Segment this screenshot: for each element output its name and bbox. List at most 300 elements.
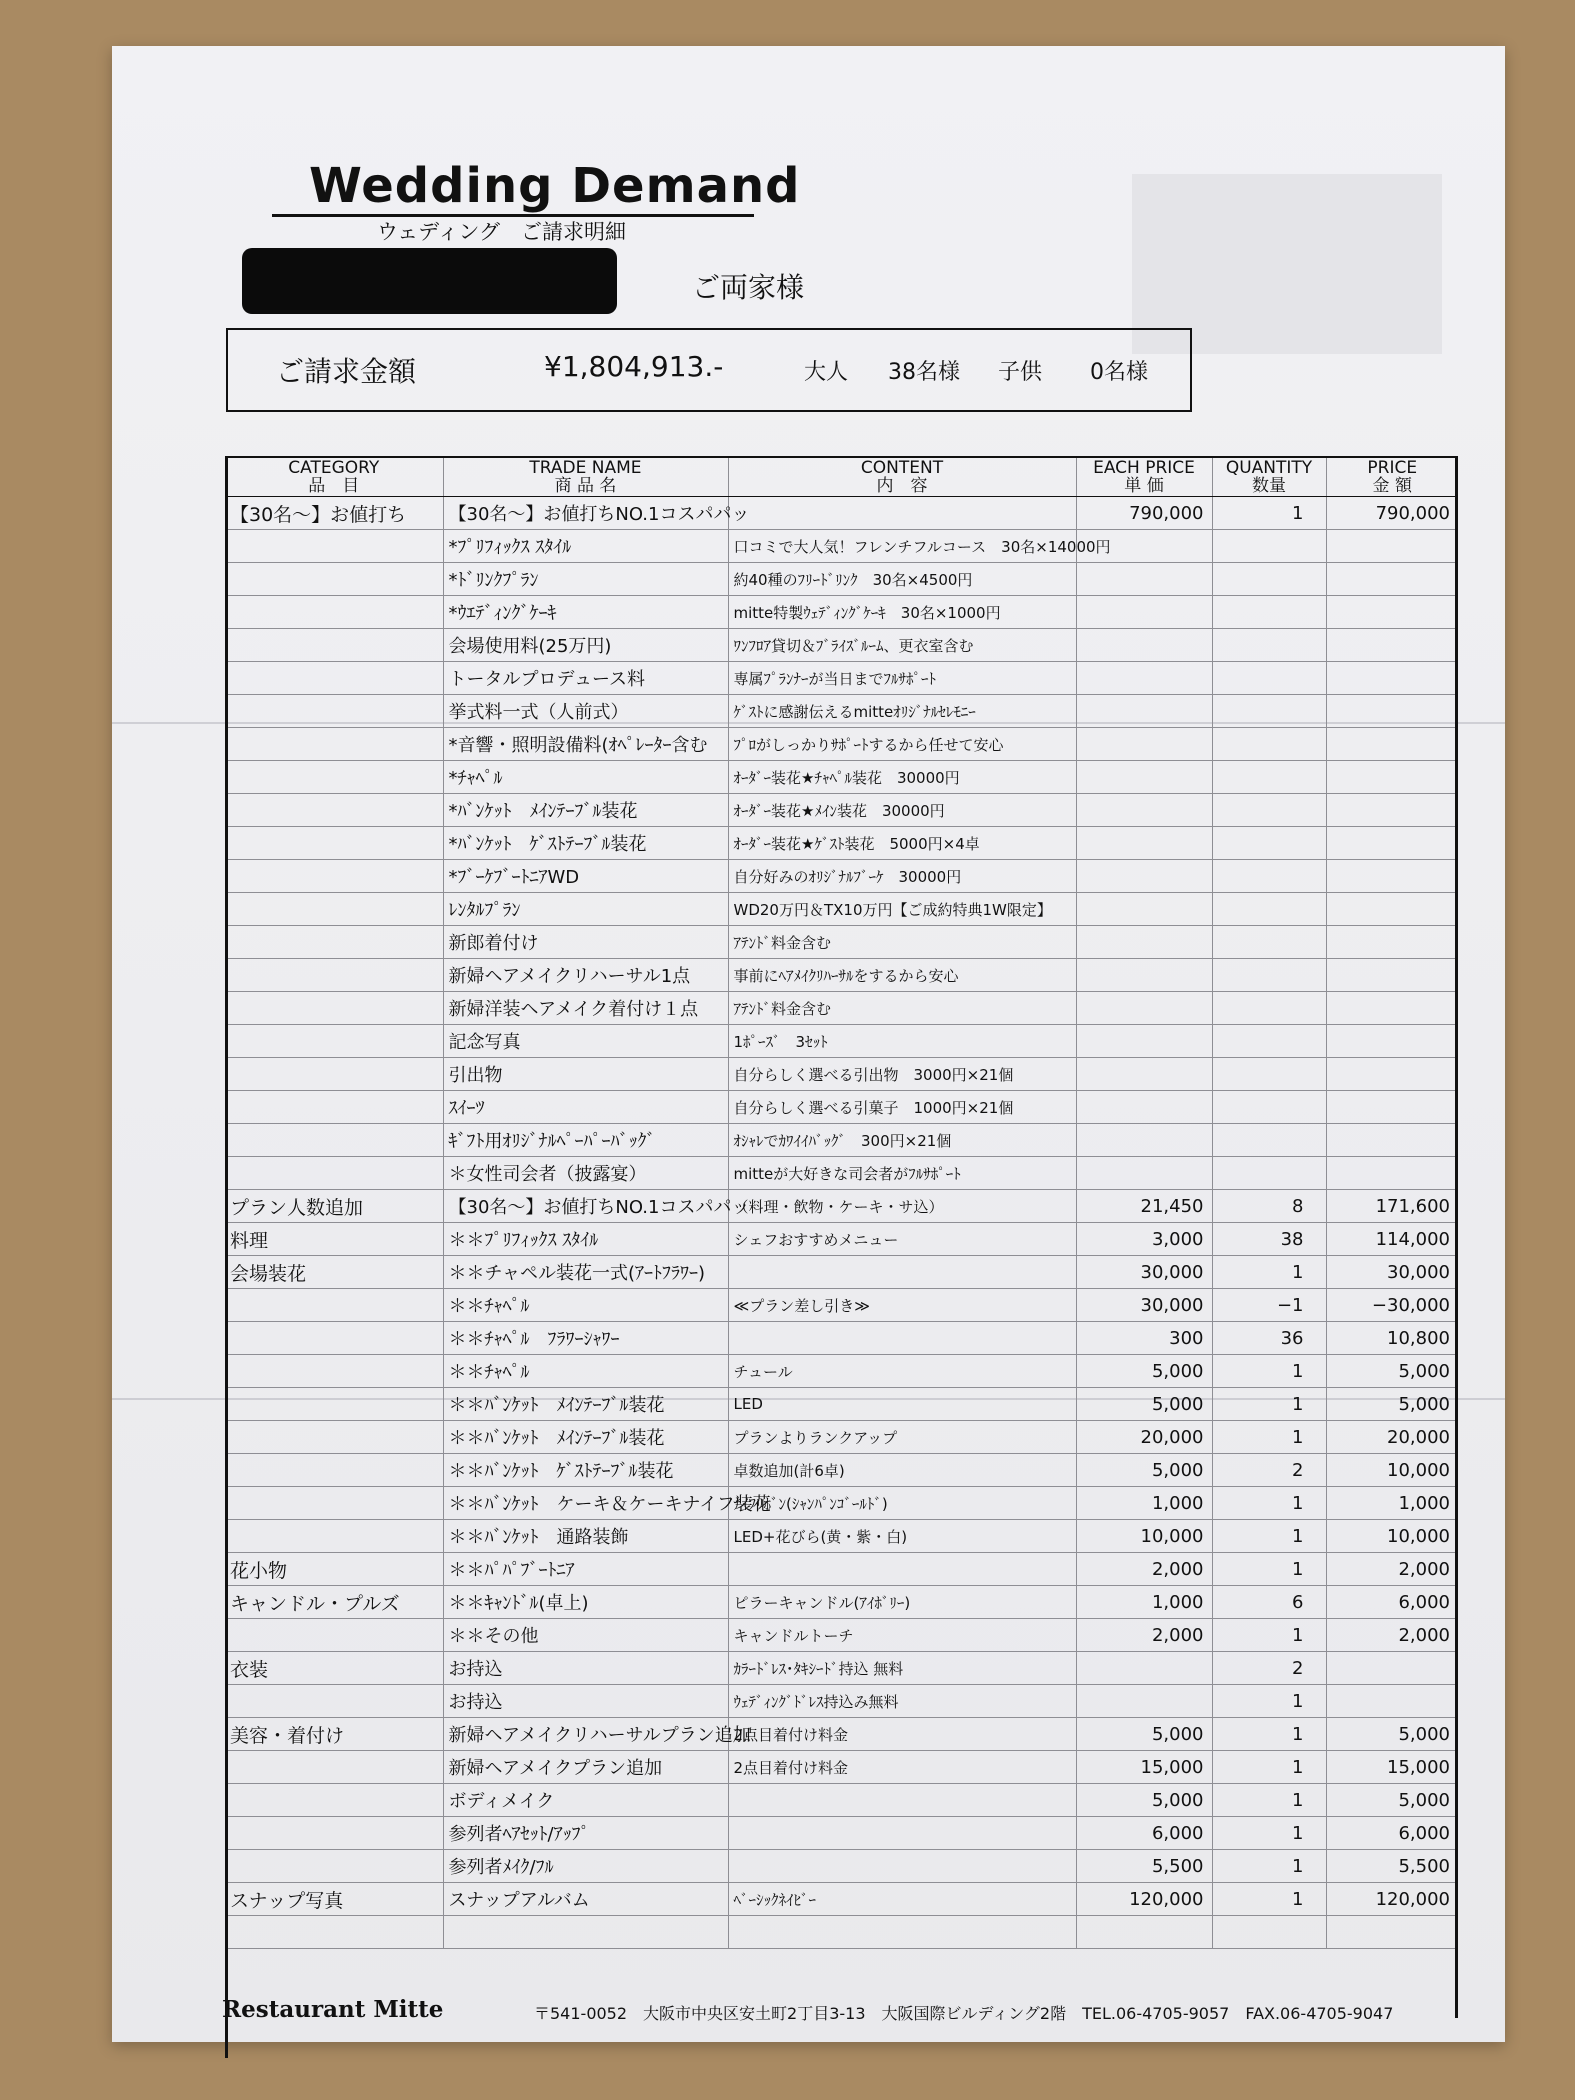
- cell-content: [728, 1817, 1076, 1850]
- cell-trade-name: *ﾊﾞﾝｹｯﾄ ﾒｲﾝﾃｰﾌﾞﾙ装花: [443, 794, 728, 827]
- cell-category: [225, 761, 443, 794]
- table-row: [225, 827, 1458, 860]
- table-row: [225, 1223, 1458, 1256]
- cell-category: [225, 1784, 443, 1817]
- cell-each-price: [1076, 1157, 1212, 1190]
- table-row: [225, 596, 1458, 629]
- table-row: [225, 1322, 1458, 1355]
- cell-trade-name: 新婦ヘアメイクプラン追加: [443, 1751, 728, 1784]
- cell-each-price: 30,000: [1076, 1289, 1212, 1322]
- cell-content: 1ﾎﾟｰｽﾞ 3ｾｯﾄ: [728, 1025, 1076, 1058]
- cell-empty: [1212, 1916, 1326, 1949]
- cell-quantity: [1212, 662, 1326, 695]
- cell-price: [1326, 1091, 1458, 1124]
- table-row: [225, 1157, 1458, 1190]
- table-row: [225, 1025, 1458, 1058]
- cell-quantity: [1212, 530, 1326, 563]
- cell-quantity: 1: [1212, 1883, 1326, 1916]
- table-row: [225, 563, 1458, 596]
- cell-each-price: [1076, 1124, 1212, 1157]
- cell-content: 約40種のﾌﾘｰﾄﾞﾘﾝｸ 30名×4500円: [728, 563, 1076, 596]
- cell-price: [1326, 596, 1458, 629]
- adult-count: 38名様: [888, 360, 960, 385]
- cell-trade-name: 新郎着付け: [443, 926, 728, 959]
- cell-quantity: [1212, 596, 1326, 629]
- cell-content: ｳｪﾃﾞｨﾝｸﾞﾄﾞﾚｽ持込み無料: [728, 1685, 1076, 1718]
- cell-trade-name: ＊＊ﾊﾟﾊﾟﾌﾞｰﾄﾆｱ: [443, 1553, 728, 1586]
- cell-each-price: 20,000: [1076, 1421, 1212, 1454]
- cell-category: [225, 1421, 443, 1454]
- table-row: [225, 497, 1458, 530]
- table-row: [225, 1355, 1458, 1388]
- cell-price: 2,000: [1326, 1553, 1458, 1586]
- cell-trade-name: *ﾌﾞｰｹﾌﾞｰﾄﾆｱWD: [443, 860, 728, 893]
- cell-price: 5,000: [1326, 1355, 1458, 1388]
- cell-category: [225, 1289, 443, 1322]
- cell-trade-name: お持込: [443, 1652, 728, 1685]
- cell-each-price: [1076, 1058, 1212, 1091]
- cell-price: [1326, 1157, 1458, 1190]
- cell-each-price: 5,000: [1076, 1355, 1212, 1388]
- cell-quantity: [1212, 992, 1326, 1025]
- cell-each-price: 5,000: [1076, 1388, 1212, 1421]
- child-count: 0名様: [1090, 360, 1148, 385]
- cell-trade-name: ＊＊ﾊﾞﾝｹｯﾄ ｹﾞｽﾄﾃｰﾌﾞﾙ装花: [443, 1454, 728, 1487]
- cell-price: [1326, 992, 1458, 1025]
- cell-quantity: 1: [1212, 1751, 1326, 1784]
- cell-each-price: 300: [1076, 1322, 1212, 1355]
- cell-trade-name: ﾚﾝﾀﾙﾌﾟﾗﾝ: [443, 893, 728, 926]
- cell-trade-name: ＊＊ﾊﾞﾝｹｯﾄ 通路装飾: [443, 1520, 728, 1553]
- table-row: [225, 695, 1458, 728]
- cell-content: [728, 1784, 1076, 1817]
- cell-content: プランよりランクアップ: [728, 1421, 1076, 1454]
- cell-quantity: [1212, 794, 1326, 827]
- cell-price: 10,000: [1326, 1520, 1458, 1553]
- cell-category: [225, 1751, 443, 1784]
- table-row: [225, 1619, 1458, 1652]
- cell-quantity: [1212, 1091, 1326, 1124]
- cell-quantity: 1: [1212, 1718, 1326, 1751]
- table-row-blank: [225, 1916, 1458, 1949]
- cell-quantity: 1: [1212, 1850, 1326, 1883]
- cell-category: [225, 1322, 443, 1355]
- table-row: [225, 1784, 1458, 1817]
- table-row: [225, 1058, 1458, 1091]
- cell-price: 20,000: [1326, 1421, 1458, 1454]
- cell-trade-name: お持込: [443, 1685, 728, 1718]
- cell-price: 6,000: [1326, 1817, 1458, 1850]
- cell-category: [225, 1355, 443, 1388]
- cell-content: 2点目着付け料金: [728, 1718, 1076, 1751]
- cell-category: キャンドル・プルズ: [225, 1586, 443, 1619]
- cell-content: キャンドルトーチ: [728, 1619, 1076, 1652]
- cell-content: ｵｰﾀﾞｰ装花★ﾁｬﾍﾟﾙ装花 30000円: [728, 761, 1076, 794]
- table-row: [225, 959, 1458, 992]
- cell-price: [1326, 695, 1458, 728]
- cell-quantity: [1212, 926, 1326, 959]
- cell-price: [1326, 794, 1458, 827]
- cell-category: [225, 1157, 443, 1190]
- cell-category: [225, 1058, 443, 1091]
- cell-content: 事前にﾍｱﾒｲｸﾘﾊｰｻﾙをするから安心: [728, 959, 1076, 992]
- table-row: [225, 761, 1458, 794]
- cell-each-price: [1076, 563, 1212, 596]
- table-row: [225, 662, 1458, 695]
- cell-trade-name: ｷﾞﾌﾄ用ｵﾘｼﾞﾅﾙﾍﾟｰﾊﾟｰﾊﾞｯｸﾞ: [443, 1124, 728, 1157]
- cell-trade-name: *ﾌﾟﾘﾌｨｯｸｽ ｽﾀｲﾙ: [443, 530, 728, 563]
- header-category: CATEGORY 品 目: [225, 457, 443, 497]
- table-row: [225, 530, 1458, 563]
- cell-category: スナップ写真: [225, 1883, 443, 1916]
- cell-trade-name: 【30名～】お値打ちNO.1コスパパッ: [443, 497, 728, 530]
- cell-trade-name: スナップアルバム: [443, 1883, 728, 1916]
- cell-quantity: 1: [1212, 1619, 1326, 1652]
- cell-content: [728, 1322, 1076, 1355]
- cell-quantity: 1: [1212, 1553, 1326, 1586]
- cell-content: ﾅｲﾌﾘﾎﾞﾝ(ｼｬﾝﾊﾟﾝｺﾞｰﾙﾄﾞ): [728, 1487, 1076, 1520]
- cell-content: LED: [728, 1388, 1076, 1421]
- cell-quantity: 38: [1212, 1223, 1326, 1256]
- cell-category: [225, 563, 443, 596]
- cell-each-price: 10,000: [1076, 1520, 1212, 1553]
- cell-category: [225, 695, 443, 728]
- cell-category: 【30名～】お値打ち: [225, 497, 443, 530]
- cell-trade-name: 【30名～】お値打ちNO.1コスパパッ: [443, 1190, 728, 1223]
- cell-each-price: 30,000: [1076, 1256, 1212, 1289]
- cell-content: ﾌﾟﾛがしっかりｻﾎﾟｰﾄするから任せて安心: [728, 728, 1076, 761]
- cell-category: [225, 1091, 443, 1124]
- cell-trade-name: ＊＊その他: [443, 1619, 728, 1652]
- table-row: [225, 794, 1458, 827]
- cell-price: [1326, 959, 1458, 992]
- cell-category: [225, 1487, 443, 1520]
- cell-content: mitteが大好きな司会者がﾌﾙｻﾎﾟｰﾄ: [728, 1157, 1076, 1190]
- cell-empty: [728, 1916, 1076, 1949]
- table-right-border: [1455, 456, 1458, 2018]
- cell-quantity: 36: [1212, 1322, 1326, 1355]
- cell-trade-name: ＊＊チャペル装花一式(ｱｰﾄﾌﾗﾜｰ): [443, 1256, 728, 1289]
- cell-price: 5,500: [1326, 1850, 1458, 1883]
- cell-trade-name: *音響・照明設備料(ｵﾍﾟﾚｰﾀｰ含む: [443, 728, 728, 761]
- cell-quantity: −1: [1212, 1289, 1326, 1322]
- cell-price: 10,800: [1326, 1322, 1458, 1355]
- cell-category: [225, 1124, 443, 1157]
- cell-content: ｱﾃﾝﾄﾞ料金含む: [728, 926, 1076, 959]
- cell-price: 5,000: [1326, 1784, 1458, 1817]
- cell-each-price: 6,000: [1076, 1817, 1212, 1850]
- cell-each-price: 15,000: [1076, 1751, 1212, 1784]
- cell-content: ≪プラン差し引き≫: [728, 1289, 1076, 1322]
- table-row: [225, 1454, 1458, 1487]
- table-row: [225, 1256, 1458, 1289]
- cell-trade-name: 挙式料一式（人前式）: [443, 695, 728, 728]
- table-row: [225, 1124, 1458, 1157]
- cell-trade-name: 新婦洋装ヘアメイク着付け１点: [443, 992, 728, 1025]
- header-trade-name: TRADE NAME 商 品 名: [443, 457, 728, 497]
- cell-category: [225, 662, 443, 695]
- cell-trade-name: ＊＊ﾁｬﾍﾟﾙ ﾌﾗﾜｰｼｬﾜｰ: [443, 1322, 728, 1355]
- cell-content: 口コミで大人気！フレンチフルコース 30名×14000円: [728, 530, 1076, 563]
- cell-each-price: 3,000: [1076, 1223, 1212, 1256]
- cell-category: [225, 1454, 443, 1487]
- cell-trade-name: *ｳｴﾃﾞｨﾝｸﾞｹｰｷ: [443, 596, 728, 629]
- cell-trade-name: ｽｲｰﾂ: [443, 1091, 728, 1124]
- restaurant-name: Restaurant Mitte: [222, 1996, 444, 2023]
- cell-quantity: 1: [1212, 1817, 1326, 1850]
- cell-quantity: [1212, 827, 1326, 860]
- cell-empty: [1076, 1916, 1212, 1949]
- cell-category: [225, 530, 443, 563]
- cell-content: ｵｼｬﾚでｶﾜｲｲﾊﾞｯｸﾞ 300円×21個: [728, 1124, 1076, 1157]
- cell-price: 114,000: [1326, 1223, 1458, 1256]
- cell-content: [728, 1553, 1076, 1586]
- cell-price: [1326, 728, 1458, 761]
- cell-quantity: 1: [1212, 1784, 1326, 1817]
- cell-category: [225, 728, 443, 761]
- cell-trade-name: ＊＊ﾁｬﾍﾟﾙ: [443, 1289, 728, 1322]
- cell-content: [728, 1256, 1076, 1289]
- cell-quantity: [1212, 893, 1326, 926]
- cell-content: ｶﾗｰﾄﾞﾚｽ･ﾀｷｼｰﾄﾞ持込 無料: [728, 1652, 1076, 1685]
- cell-price: [1326, 827, 1458, 860]
- cell-quantity: [1212, 1124, 1326, 1157]
- cell-each-price: 120,000: [1076, 1883, 1212, 1916]
- cell-content: [728, 1850, 1076, 1883]
- table-row: [225, 1817, 1458, 1850]
- cell-trade-name: ＊＊ﾁｬﾍﾟﾙ: [443, 1355, 728, 1388]
- cell-each-price: 5,500: [1076, 1850, 1212, 1883]
- cell-empty: [225, 1916, 443, 1949]
- cell-each-price: 2,000: [1076, 1619, 1212, 1652]
- cell-category: [225, 959, 443, 992]
- cell-content: 2点目着付け料金: [728, 1751, 1076, 1784]
- cell-content: 卓数追加(計6卓): [728, 1454, 1076, 1487]
- cell-price: [1326, 1685, 1458, 1718]
- cell-trade-name: ＊＊ﾊﾞﾝｹｯﾄ ﾒｲﾝﾃｰﾌﾞﾙ装花: [443, 1388, 728, 1421]
- cell-price: 5,000: [1326, 1718, 1458, 1751]
- header-quantity: QUANTITY 数量: [1212, 457, 1326, 497]
- cell-content: WD20万円＆TX10万円【ご成約特典1W限定】: [728, 893, 1076, 926]
- cell-content: ｵｰﾀﾞｰ装花★ﾒｲﾝ装花 30000円: [728, 794, 1076, 827]
- cell-quantity: 1: [1212, 1256, 1326, 1289]
- cell-price: [1326, 926, 1458, 959]
- cell-category: プラン人数追加: [225, 1190, 443, 1223]
- cell-each-price: [1076, 827, 1212, 860]
- cell-quantity: [1212, 695, 1326, 728]
- cell-quantity: 1: [1212, 1520, 1326, 1553]
- table-row: [225, 1289, 1458, 1322]
- cell-content: ｹﾞｽﾄに感謝伝えるmitteｵﾘｼﾞﾅﾙｾﾚﾓﾆｰ: [728, 695, 1076, 728]
- table-row: [225, 1685, 1458, 1718]
- cell-content: 自分らしく選べる引菓子 1000円×21個: [728, 1091, 1076, 1124]
- cell-price: 120,000: [1326, 1883, 1458, 1916]
- cell-each-price: 790,000: [1076, 497, 1212, 530]
- table-row: [225, 926, 1458, 959]
- cell-content: ピラーキャンドル(ｱｲﾎﾞﾘｰ): [728, 1586, 1076, 1619]
- cell-each-price: [1076, 992, 1212, 1025]
- cell-quantity: [1212, 728, 1326, 761]
- cell-price: [1326, 629, 1458, 662]
- cell-trade-name: 引出物: [443, 1058, 728, 1091]
- cell-content: シェフおすすめメニュー: [728, 1223, 1076, 1256]
- cell-price: [1326, 860, 1458, 893]
- cell-quantity: 1: [1212, 1421, 1326, 1454]
- cell-content: mitte特製ｳｪﾃﾞｨﾝｸﾞｹｰｷ 30名×1000円: [728, 596, 1076, 629]
- cell-category: [225, 1817, 443, 1850]
- cell-quantity: [1212, 1025, 1326, 1058]
- cell-category: [225, 860, 443, 893]
- cell-price: −30,000: [1326, 1289, 1458, 1322]
- cell-category: 会場装花: [225, 1256, 443, 1289]
- cell-price: [1326, 563, 1458, 596]
- restaurant-address: 〒541-0052 大阪市中央区安土町2丁目3-13 大阪国際ビルディング2階 TEL.06-4705-9057 FAX.06-4705-9047: [534, 2004, 1394, 2023]
- cell-category: [225, 926, 443, 959]
- cell-price: 5,000: [1326, 1388, 1458, 1421]
- cell-trade-name: ＊＊ﾊﾞﾝｹｯﾄ ケーキ＆ケーキナイフ装花: [443, 1487, 728, 1520]
- cell-each-price: 1,000: [1076, 1487, 1212, 1520]
- cell-each-price: [1076, 629, 1212, 662]
- cell-trade-name: トータルプロデュース料: [443, 662, 728, 695]
- cell-price: 15,000: [1326, 1751, 1458, 1784]
- cell-price: 30,000: [1326, 1256, 1458, 1289]
- cell-content: [728, 497, 1076, 530]
- cell-each-price: [1076, 728, 1212, 761]
- table-row: [225, 893, 1458, 926]
- cell-category: 花小物: [225, 1553, 443, 1586]
- cell-price: [1326, 1652, 1458, 1685]
- cell-trade-name: 会場使用料(25万円): [443, 629, 728, 662]
- cell-quantity: 8: [1212, 1190, 1326, 1223]
- cell-category: [225, 1520, 443, 1553]
- cell-price: [1326, 1025, 1458, 1058]
- cell-content: （料理・飲物・ケーキ・サ込）: [728, 1190, 1076, 1223]
- cell-category: 美容・着付け: [225, 1718, 443, 1751]
- cell-each-price: 1,000: [1076, 1586, 1212, 1619]
- cell-each-price: [1076, 761, 1212, 794]
- cell-each-price: 5,000: [1076, 1784, 1212, 1817]
- cell-empty: [1326, 1916, 1458, 1949]
- table-row: [225, 1190, 1458, 1223]
- cell-each-price: [1076, 926, 1212, 959]
- table-row: [225, 728, 1458, 761]
- cell-price: 171,600: [1326, 1190, 1458, 1223]
- addressee: ご両家様: [692, 271, 805, 304]
- cell-price: 2,000: [1326, 1619, 1458, 1652]
- cell-content: チュール: [728, 1355, 1076, 1388]
- table-row: [225, 1751, 1458, 1784]
- cell-content: ﾜﾝﾌﾛｱ貸切＆ﾌﾞﾗｲｽﾞﾙｰﾑ、更衣室含む: [728, 629, 1076, 662]
- cell-each-price: [1076, 1025, 1212, 1058]
- cell-each-price: 2,000: [1076, 1553, 1212, 1586]
- cell-each-price: [1076, 860, 1212, 893]
- table-row: [225, 1520, 1458, 1553]
- cell-quantity: [1212, 959, 1326, 992]
- cell-price: [1326, 662, 1458, 695]
- cell-each-price: [1076, 1091, 1212, 1124]
- cell-content: ｵｰﾀﾞｰ装花★ｹﾞｽﾄ装花 5000円×4卓: [728, 827, 1076, 860]
- table-body: [225, 497, 1458, 1949]
- cell-category: [225, 1388, 443, 1421]
- table-row: [225, 1487, 1458, 1520]
- cell-category: [225, 1619, 443, 1652]
- invoice-table: [225, 456, 1458, 1949]
- cell-content: ﾍﾞｰｼｯｸﾈｲﾋﾞｰ: [728, 1883, 1076, 1916]
- cell-category: [225, 827, 443, 860]
- cell-trade-name: *ﾊﾞﾝｹｯﾄ ｹﾞｽﾄﾃｰﾌﾞﾙ装花: [443, 827, 728, 860]
- cell-trade-name: 新婦ヘアメイクリハーサルプラン追加: [443, 1718, 728, 1751]
- redacted-name: [242, 248, 617, 314]
- table-header-row: [225, 457, 1458, 497]
- cell-category: [225, 1685, 443, 1718]
- cell-trade-name: ＊＊ﾊﾞﾝｹｯﾄ ﾒｲﾝﾃｰﾌﾞﾙ装花: [443, 1421, 728, 1454]
- cell-price: [1326, 1124, 1458, 1157]
- cell-content: 専属ﾌﾟﾗﾝﾅｰが当日までﾌﾙｻﾎﾟｰﾄ: [728, 662, 1076, 695]
- document-subtitle: ウェディング ご請求明細: [377, 220, 627, 244]
- table-row: [225, 1091, 1458, 1124]
- cell-each-price: [1076, 1652, 1212, 1685]
- adult-label: 大人: [804, 360, 849, 385]
- table-row: [225, 1883, 1458, 1916]
- total-summary-box: [226, 328, 1192, 412]
- cell-each-price: [1076, 695, 1212, 728]
- cell-trade-name: ボディメイク: [443, 1784, 728, 1817]
- cell-quantity: 1: [1212, 1355, 1326, 1388]
- cell-price: 1,000: [1326, 1487, 1458, 1520]
- table-row: [225, 1718, 1458, 1751]
- document-title: Wedding Demand: [309, 158, 801, 214]
- cell-each-price: [1076, 662, 1212, 695]
- cell-each-price: [1076, 596, 1212, 629]
- table-row: [225, 860, 1458, 893]
- table-row: [225, 1388, 1458, 1421]
- cell-trade-name: *ﾄﾞﾘﾝｸﾌﾟﾗﾝ: [443, 563, 728, 596]
- cell-content: 自分らしく選べる引出物 3000円×21個: [728, 1058, 1076, 1091]
- cell-trade-name: ＊＊ﾌﾟﾘﾌｨｯｸｽ ｽﾀｲﾙ: [443, 1223, 728, 1256]
- cell-category: [225, 596, 443, 629]
- cell-each-price: 21,450: [1076, 1190, 1212, 1223]
- cell-quantity: 2: [1212, 1652, 1326, 1685]
- cell-quantity: [1212, 761, 1326, 794]
- cell-category: [225, 1025, 443, 1058]
- cell-price: 6,000: [1326, 1586, 1458, 1619]
- cell-each-price: [1076, 1685, 1212, 1718]
- cell-trade-name: 新婦ヘアメイクリハーサル1点: [443, 959, 728, 992]
- cell-category: [225, 629, 443, 662]
- total-amount: ¥1,804,913.-: [544, 350, 724, 383]
- cell-content: LED+花びら(黄・紫・白): [728, 1520, 1076, 1553]
- cell-quantity: 6: [1212, 1586, 1326, 1619]
- table-row: [225, 1652, 1458, 1685]
- cell-quantity: [1212, 1157, 1326, 1190]
- cell-category: 衣装: [225, 1652, 443, 1685]
- cell-category: [225, 893, 443, 926]
- table-row: [225, 992, 1458, 1025]
- cell-each-price: 5,000: [1076, 1454, 1212, 1487]
- table-row: [225, 1421, 1458, 1454]
- cell-trade-name: 参列者ﾍｱｾｯﾄ/ｱｯﾌﾟ: [443, 1817, 728, 1850]
- cell-quantity: 1: [1212, 1487, 1326, 1520]
- header-each-price: EACH PRICE 単 価: [1076, 457, 1212, 497]
- cell-each-price: [1076, 893, 1212, 926]
- cell-quantity: [1212, 860, 1326, 893]
- table-row: [225, 629, 1458, 662]
- table-left-border: [225, 456, 228, 2058]
- table-row: [225, 1553, 1458, 1586]
- cell-quantity: 1: [1212, 497, 1326, 530]
- cell-trade-name: *ﾁｬﾍﾟﾙ: [443, 761, 728, 794]
- cell-price: [1326, 893, 1458, 926]
